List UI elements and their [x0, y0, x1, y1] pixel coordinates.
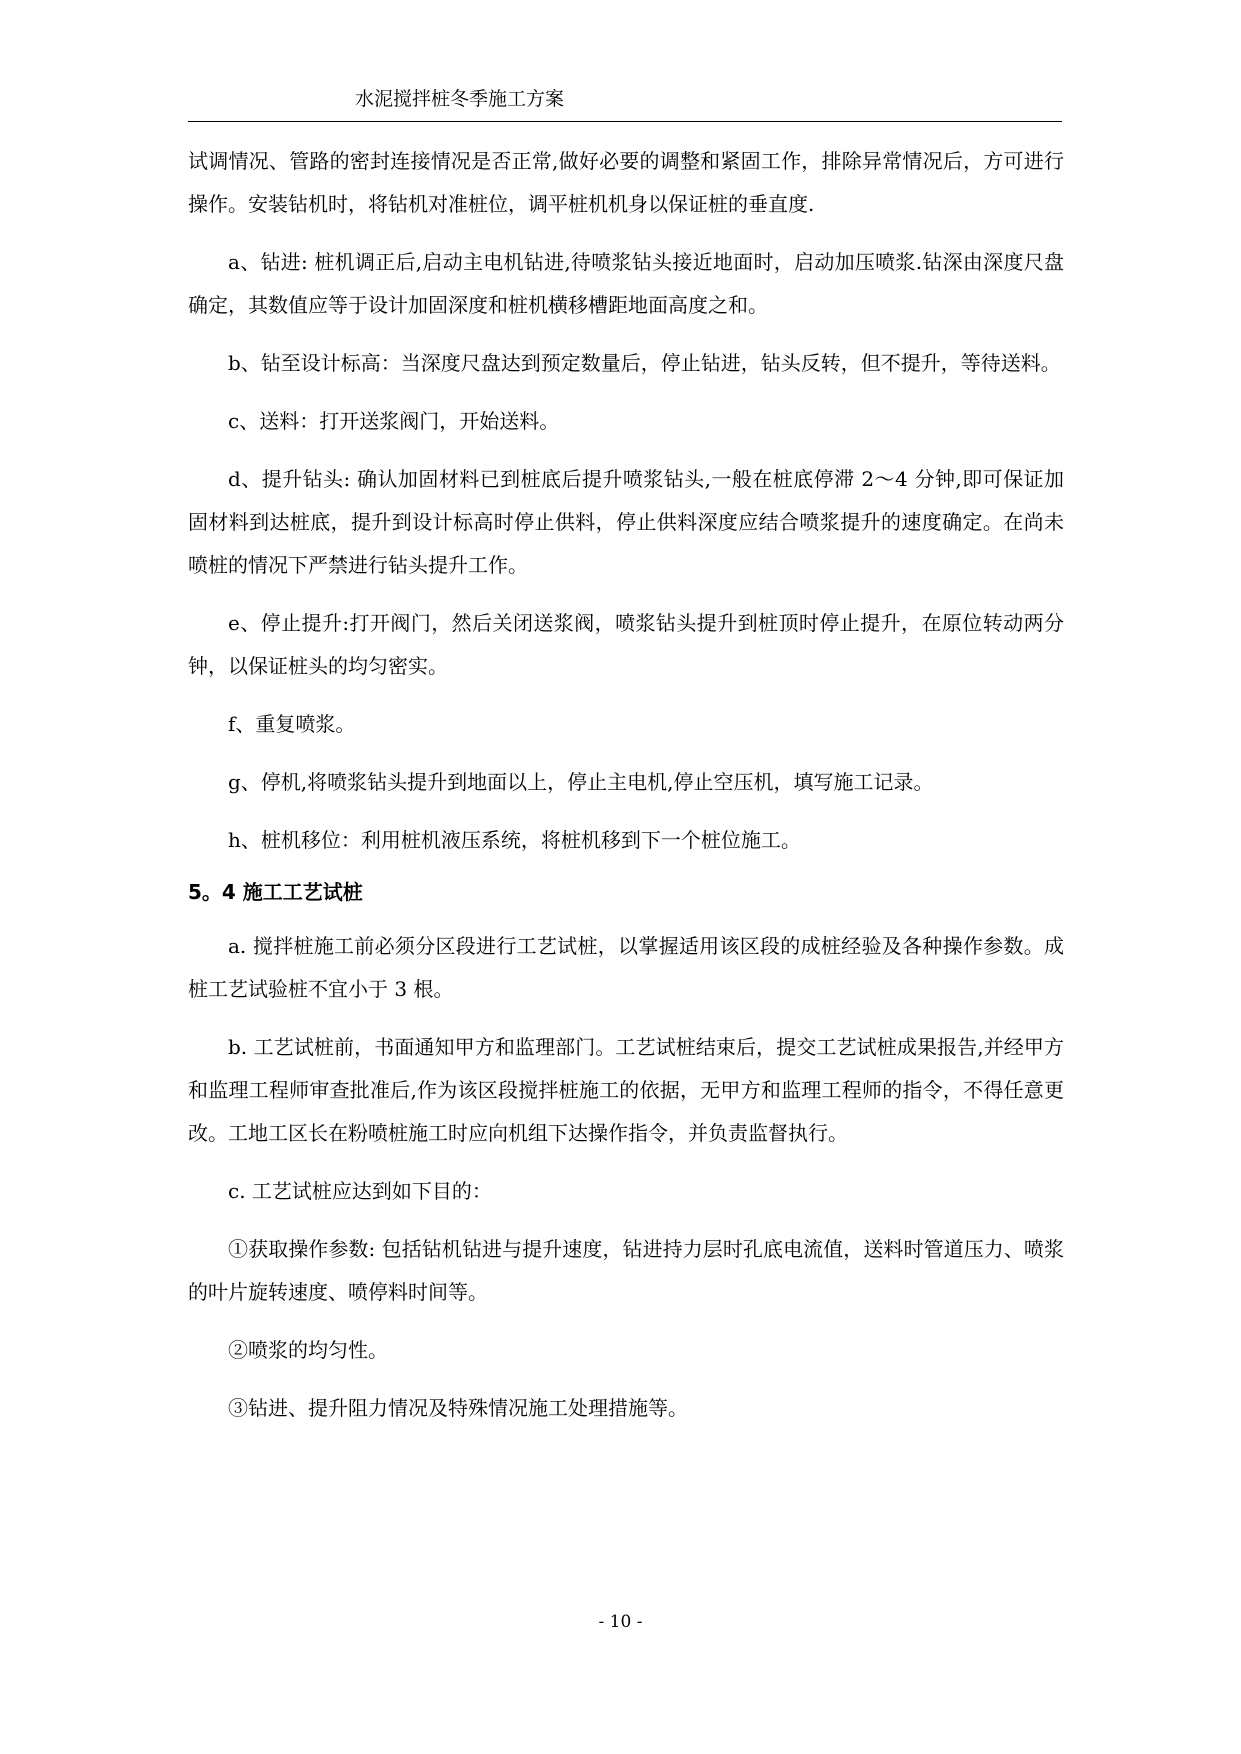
paragraph-step-d: d、提升钻头: 确认加固材料已到桩底后提升喷浆钻头,一般在桩底停滞 2～4 分钟,即可保证加固材料到达桩底，提升到设计标高时停止供料，停止供料深度应结合喷浆提升的速度确定。在尚未喷桩的情况下严禁进行钻头提升工作。 [188, 467, 1064, 577]
paragraph-trial-c: c. 工艺试桩应达到如下目的： [228, 1179, 492, 1203]
paragraph-step-h: h、桩机移位：利用桩机液压系统，将桩机移到下一个桩位施工。 [228, 828, 801, 852]
paragraph-step-c: c、送料：打开送浆阀门，开始送料。 [228, 409, 560, 433]
paragraph-trial-a: a. 搅拌桩施工前必须分区段进行工艺试桩，以掌握适用该区段的成桩经验及各种操作参数。成桩工艺试验桩不宜小于 3 根。 [188, 934, 1064, 1001]
page-number: - 10 - [598, 1612, 643, 1632]
paragraph-step-e: e、停止提升:打开阀门，然后关闭送浆阀，喷浆钻头提升到桩顶时停止提升，在原位转动两分钟，以保证桩头的均匀密实。 [188, 611, 1064, 678]
header-divider [188, 121, 1062, 122]
paragraph-trial-b: b. 工艺试桩前，书面通知甲方和监理部门。工艺试桩结束后，提交工艺试桩成果报告,并经甲方和监理工程师审查批准后,作为该区段搅拌桩施工的依据，无甲方和监理工程师的指令，不得任意更改。工地工区长在粉喷桩施工时应向机组下达操作指令，并负责监督执行。 [188, 1035, 1064, 1145]
paragraph-step-g: g、停机,将喷浆钻头提升到地面以上，停止主电机,停止空压机，填写施工记录。 [228, 770, 934, 794]
paragraph-intro: 试调情况、管路的密封连接情况是否正常,做好必要的调整和紧固工作，排除异常情况后，方可进行操作。安装钻机时，将钻机对准桩位，调平桩机机身以保证桩的垂直度. [188, 149, 1064, 216]
paragraph-step-b: b、钻至设计标高：当深度尺盘达到预定数量后，停止钻进，钻头反转，但不提升，等待送料。 [228, 351, 1061, 375]
paragraph-goal-2: ②喷浆的均匀性。 [228, 1338, 388, 1362]
paragraph-step-a: a、钻进: 桩机调正后,启动主电机钻进,待喷浆钻头接近地面时，启动加压喷浆.钻深由深度尺盘确定，其数值应等于设计加固深度和桩机横移槽距地面高度之和。 [188, 250, 1064, 317]
header-title: 水泥搅拌桩冬季施工方案 [355, 88, 565, 110]
paragraph-goal-1: ①获取操作参数: 包括钻机钻进与提升速度，钻进持力层时孔底电流值，送料时管道压力、喷浆的叶片旋转速度、喷停料时间等。 [188, 1237, 1064, 1304]
section-heading: 5。4 施工工艺试桩 [188, 880, 363, 904]
paragraph-goal-3: ③钻进、提升阻力情况及特殊情况施工处理措施等。 [228, 1396, 688, 1420]
paragraph-step-f: f、重复喷浆。 [228, 712, 356, 736]
document-body [188, 140, 1064, 1445]
